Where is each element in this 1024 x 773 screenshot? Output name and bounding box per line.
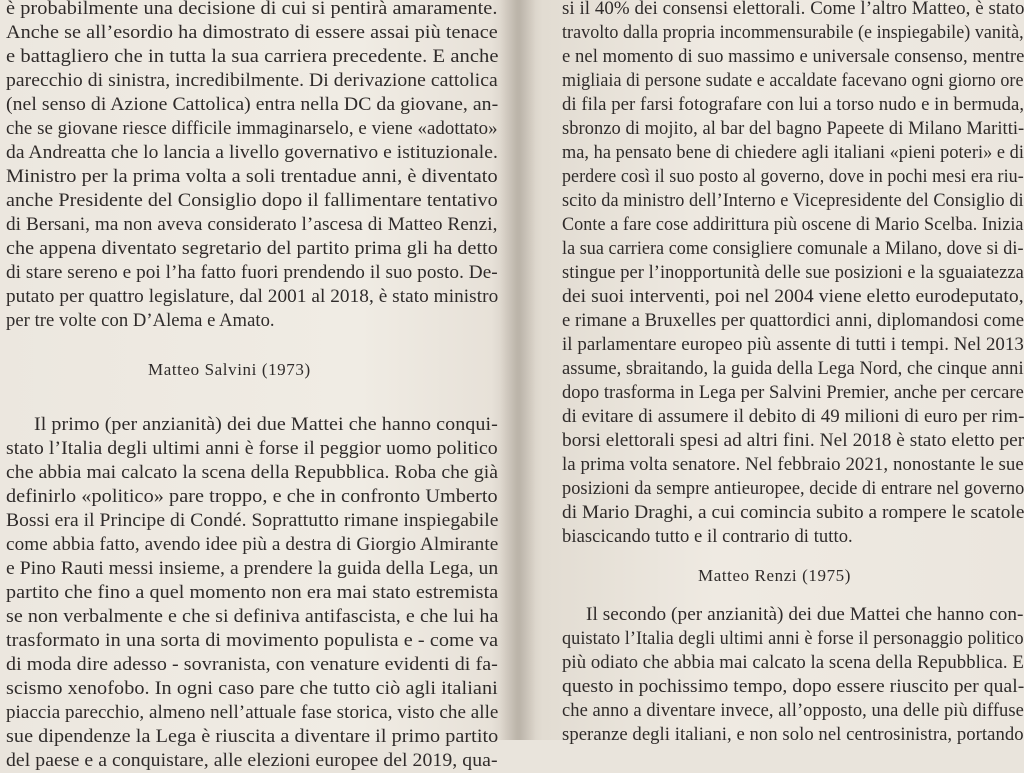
text-line: stato l’Italia degli ultimi anni è forse il peggior uomo politico: [6, 438, 498, 459]
text-line: più odiato che abbia mai calcato la scena della Repubblica. E: [562, 652, 1024, 673]
text-line: che se giovane riesce difficile immaginarselo, e viene «adottato»: [6, 118, 498, 139]
text-line: di evitare di assumere il debito di 49 milioni di euro per rim-: [562, 406, 1024, 427]
section-heading-salvini: Matteo Salvini (1973): [148, 360, 311, 379]
text-line: scismo xenofobo. In ogni caso pare che tutto ciò agli italiani: [6, 678, 498, 699]
text-line: e Pino Rauti messi insieme, a prendere la guida della Lega, un: [6, 558, 499, 579]
text-line: (nel senso di Azione Cattolica) entra nella DC da giovane, an-: [6, 94, 499, 115]
text-line: dei suoi interventi, poi nel 2004 viene eletto eurodeputato,: [562, 286, 1024, 307]
text-line: Ministro per la prima volta a soli trentadue anni, è diventato: [6, 166, 498, 187]
text-line: biascicando tutto e il contrario di tutto.: [562, 526, 853, 547]
text-line: ma, ha pensato bene di chiedere agli italiani «pieni poteri» e di: [562, 142, 1024, 163]
text-line: sbronzo di mojito, al bar del bagno Papeete di Milano Maritti-: [562, 118, 1024, 139]
text-line: come abbia fatto, avendo idee più a destra di Giorgio Almirante: [6, 534, 499, 555]
text-line: se non verbalmente e che si definiva antifascista, e che lui ha: [6, 606, 499, 627]
text-line: di stare sereno e poi l’ha fatto fuori prendendo il suo posto. De-: [6, 262, 498, 283]
right-page: [530, 0, 1024, 745]
text-line: anche Presidente del Consiglio dopo il fallimentare tentativo: [6, 190, 498, 211]
text-line: di moda dire adesso - sovranista, con venature evidenti di fa-: [6, 654, 498, 675]
text-line: per tre volte con D’Alema e Amato.: [6, 310, 275, 331]
text-line: sue dipendenze la Lega è riuscita a diventare il primo partito: [6, 726, 499, 747]
text-line: quistato l’Italia degli ultimi anni è forse il personaggio politico: [562, 628, 1024, 649]
text-line: di Bersani, ma non aveva considerato l’ascesa di Matteo Renzi,: [6, 214, 498, 235]
text-line: definirlo «politico» pare troppo, e che in confronto Umberto: [6, 486, 498, 507]
text-line: la prima volta senatore. Nel febbraio 2021, nonostante le sue: [562, 454, 1024, 475]
text-line: dopo trasforma in Lega per Salvini Premier, anche per cercare: [562, 382, 1024, 403]
text-line: da Andreatta che lo lancia a livello governativo e istituzionale.: [6, 142, 498, 163]
text-line: scito da ministro dell’Interno e Vicepresidente del Consiglio di: [562, 190, 1024, 211]
text-line: piaccia parecchio, almeno nell’attuale fase storica, visto che alle: [6, 702, 499, 723]
text-line: Il secondo (per anzianità) dei due Mattei che hanno con-: [586, 604, 1024, 625]
text-line: speranze degli italiani, e non solo nel centrosinistra, portando: [562, 724, 1024, 745]
text-line: putato per quattro legislature, dal 2001 al 2018, è stato ministro: [6, 286, 499, 307]
text-line: Anche se all’esordio ha dimostrato di essere assai più tenace: [6, 22, 498, 43]
text-line: il parlamentare europeo più assente di tutti i tempi. Nel 2013: [562, 334, 1024, 355]
text-line: posizioni da sempre antieuropee, decide di entrare nel governo: [562, 478, 1024, 499]
text-line: borsi elettorali spesi ad altri fini. Nel 2018 è stato eletto per: [562, 430, 1024, 451]
text-line: Conte a fare cose addirittura più oscene di Mario Scelba. Inizia: [562, 214, 1024, 235]
text-line: e nel momento di suo massimo e universale consenso, mentre: [562, 46, 1024, 67]
text-line: trasformato in una sorta di movimento populista e - come va: [6, 630, 499, 651]
text-line: parecchio di sinistra, incredibilmente. Di derivazione cattolica: [6, 70, 498, 91]
text-line: che anno a diventare invece, all’opposto, una delle più diffuse: [562, 700, 1024, 721]
text-line: e battagliero che in tutta la sua carriera precedente. E anche: [6, 46, 499, 67]
text-line: del paese e a conquistare, alle elezioni europee del 2019, qua-: [6, 750, 498, 771]
text-line: di Mario Draghi, a cui comincia subito a rompere le scatole: [562, 502, 1024, 523]
text-line: partito che fino a quel momento non era mai stato estremista: [6, 582, 499, 603]
text-line: stingue per l’inopportunità delle sue posizioni e la sguaiatezza: [562, 262, 1024, 283]
text-line: che appena diventato segretario del partito prima gli ha detto: [6, 238, 498, 259]
text-line: assume, sbraitando, la guida della Lega Nord, che cinque anni: [562, 358, 1024, 379]
text-line: è probabilmente una decisione di cui si pentirà amaramente.: [6, 0, 498, 19]
text-line: Bossi era il Principe di Condé. Soprattutto rimane inspiegabile: [6, 510, 499, 531]
text-line: di fila per farsi fotografare con lui a torso nudo e in bermuda,: [562, 94, 1024, 115]
text-line: questo in pochissimo tempo, dopo essere riuscito per qual-: [562, 676, 1024, 697]
text-line: Il primo (per anzianità) dei due Mattei che hanno conqui-: [34, 414, 498, 435]
section-heading-renzi: Matteo Renzi (1975): [698, 566, 852, 585]
left-page: [0, 0, 506, 771]
text-line: la sua carriera come consigliere comunale a Milano, dove si di-: [562, 238, 1024, 259]
text-line: perdere così il suo posto al governo, dove in pochi mesi era riu-: [562, 166, 1024, 187]
text-line: che abbia mai calcato la scena della Repubblica. Roba che già: [6, 462, 499, 483]
text-line: e rimane a Bruxelles per quattordici anni, diplomandosi come: [562, 310, 1024, 331]
text-line: migliaia di persone sudate e accaldate facevano ogni giorno ore: [562, 70, 1024, 91]
text-line: travolto dalla propria incommensurabile (e inspiegabile) vanità,: [562, 22, 1024, 43]
text-line: si il 40% dei consensi elettorali. Come l’altro Matteo, è stato: [562, 0, 1024, 19]
